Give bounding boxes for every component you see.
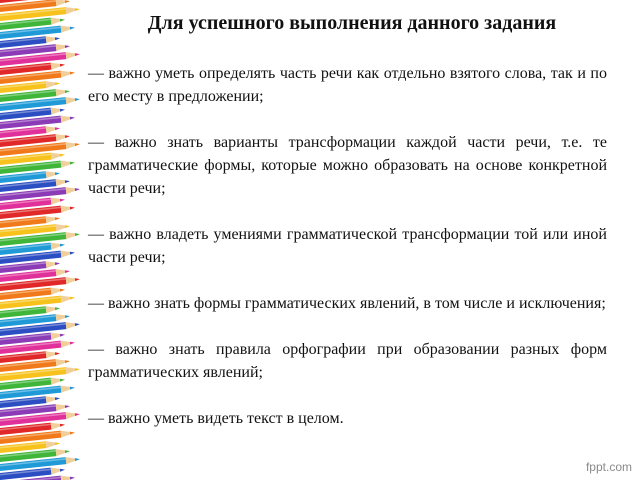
slide-title: Для успешного выполнения данного задания: [147, 12, 557, 34]
point-1: — важно уметь определять часть речи как отдельно взятого слова, так и по его месту в предложении;: [88, 65, 607, 105]
point-2: — важно знать варианты трансформации каждой части речи, т.е. те грамматические формы, которые можно образовать на основе конкретной части речи;: [88, 134, 607, 197]
point-6: — важно уметь видеть текст в целом.: [88, 410, 344, 427]
point-4: — важно знать формы грамматических явлений, в том числе и исключения;: [88, 295, 606, 312]
fppt-watermark: fppt.com: [585, 460, 632, 474]
point-3: — важно владеть умениями грамматической трансформации той или иной части речи;: [88, 226, 607, 266]
slide-content: [88, 62, 607, 430]
pencil-border-decoration: [0, 0, 82, 480]
point-5: — важно знать правила орфографии при образовании разных форм грамматических явлений;: [88, 341, 607, 381]
